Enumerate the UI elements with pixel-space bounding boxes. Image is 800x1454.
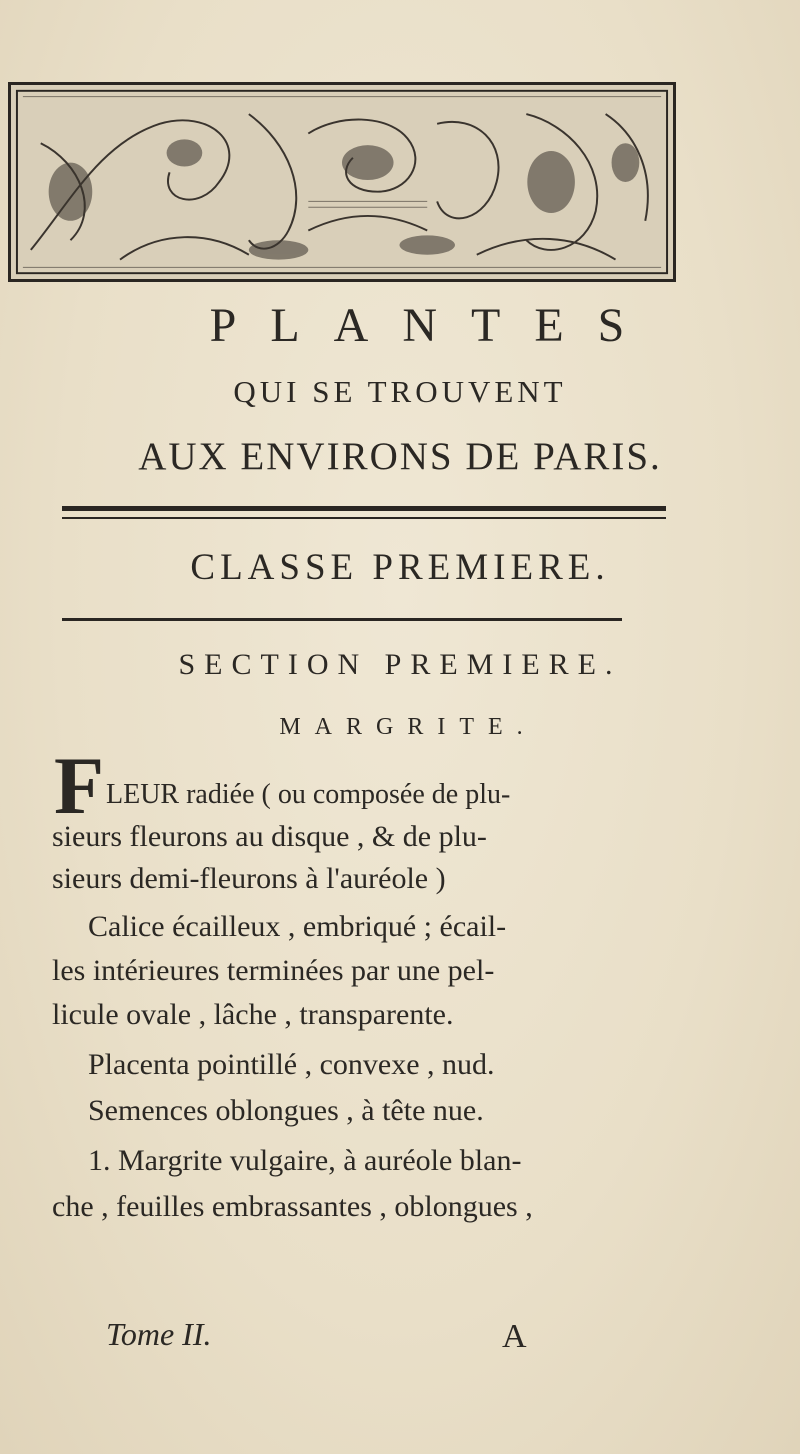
subtitle-line-2: AUX ENVIRONS DE PARIS. bbox=[138, 435, 662, 478]
section-heading: SECTION PREMIERE. bbox=[178, 648, 622, 681]
description-line: LEUR radiée ( ou composée de plu- bbox=[106, 779, 511, 810]
subtitle-line-1: QUI SE TROUVENT bbox=[233, 374, 567, 409]
section-rule bbox=[62, 618, 622, 621]
double-rule-top bbox=[62, 506, 666, 511]
genus-heading: MARGRITE. bbox=[279, 714, 537, 740]
description-line: sieurs demi-fleurons à l'auréole ) bbox=[52, 862, 446, 895]
double-rule-bottom bbox=[62, 517, 666, 519]
description-line: che , feuilles embrassantes , oblongues , bbox=[52, 1190, 533, 1223]
volume-signature: Tome II. bbox=[106, 1316, 212, 1352]
description-line: les intérieures terminées par une pel- bbox=[52, 954, 495, 987]
description-line: 1. Margrite vulgaire, à auréole blan- bbox=[88, 1144, 522, 1177]
ornament-engraving bbox=[11, 85, 673, 279]
decorative-headpiece bbox=[8, 82, 676, 282]
drop-cap: F bbox=[54, 740, 105, 831]
signature-mark: A bbox=[502, 1318, 527, 1355]
description-line: Semences oblongues , à tête nue. bbox=[88, 1094, 484, 1127]
description-line: Calice écailleux , embriqué ; écail- bbox=[88, 910, 507, 943]
class-heading: CLASSE PREMIERE. bbox=[190, 547, 610, 588]
description-line: Placenta pointillé , convexe , nud. bbox=[88, 1048, 495, 1081]
description-line: sieurs fleurons au disque , & de plu- bbox=[52, 820, 487, 853]
description-line: licule ovale , lâche , transparente. bbox=[52, 998, 454, 1031]
page-title: PLANTES bbox=[209, 299, 659, 352]
